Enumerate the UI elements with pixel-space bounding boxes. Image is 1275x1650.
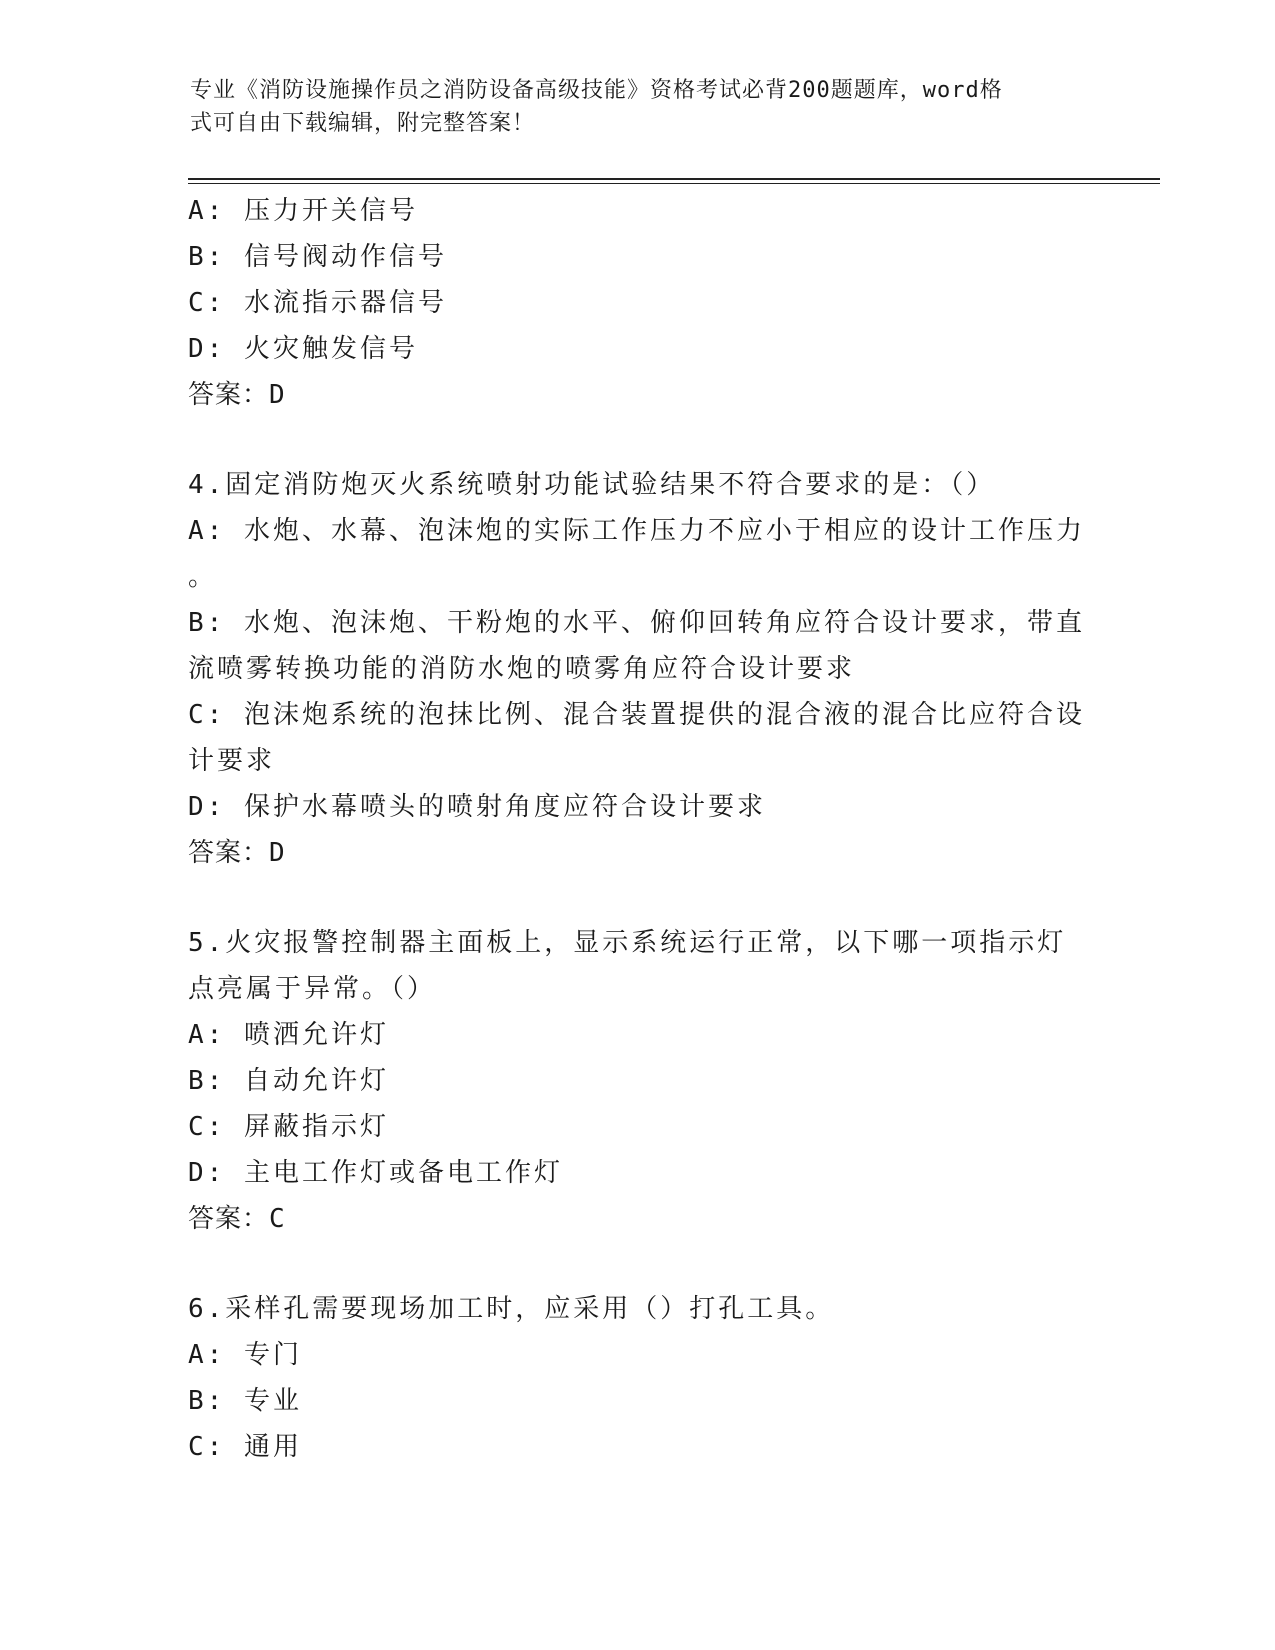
option-a: A: 喷洒允许灯 xyxy=(188,1020,389,1050)
answer-line: 答案：D xyxy=(188,838,286,868)
question-stem: 4.固定消防炮灭火系统喷射功能试验结果不符合要求的是：（） xyxy=(188,470,996,500)
question-list xyxy=(188,188,1088,1470)
question-block-4 xyxy=(188,462,1088,876)
option-a: A: 压力开关信号 xyxy=(188,196,418,226)
question-stem: 5.火灾报警控制器主面板上，显示系统运行正常，以下哪一项指示灯 xyxy=(188,928,1067,958)
question-block-3 xyxy=(188,188,1088,418)
header-line-2: 式可自由下载编辑，附完整答案！ xyxy=(190,111,536,136)
question-block-5 xyxy=(188,920,1088,1242)
option-c: C: 泡沫炮系统的泡抹比例、混合装置提供的混合液的混合比应符合设 xyxy=(188,700,1085,730)
header-rule-thin xyxy=(188,183,1160,184)
header-rule-thick xyxy=(188,178,1160,180)
option-b: B: 信号阀动作信号 xyxy=(188,242,447,272)
option-d: D: 火灾触发信号 xyxy=(188,334,418,364)
option-c-continued: 计要求 xyxy=(188,746,276,776)
option-b: B: 水炮、泡沫炮、干粉炮的水平、俯仰回转角应符合设计要求，带直 xyxy=(188,608,1085,638)
option-c: C: 通用 xyxy=(188,1432,302,1462)
option-d: D: 保护水幕喷头的喷射角度应符合设计要求 xyxy=(188,792,766,822)
option-a-continued: 。 xyxy=(188,562,218,592)
option-a: A: 水炮、水幕、泡沫炮的实际工作压力不应小于相应的设计工作压力 xyxy=(188,516,1085,546)
option-b: B: 专业 xyxy=(188,1386,302,1416)
option-c: C: 屏蔽指示灯 xyxy=(188,1112,389,1142)
option-d: D: 主电工作灯或备电工作灯 xyxy=(188,1158,563,1188)
option-b: B: 自动允许灯 xyxy=(188,1066,389,1096)
question-stem: 6.采样孔需要现场加工时，应采用（）打孔工具。 xyxy=(188,1294,835,1324)
question-stem-continued: 点亮属于异常。（） xyxy=(188,974,437,1004)
header-line-1: 专业《消防设施操作员之消防设备高级技能》资格考试必背200题题库，word格 xyxy=(190,78,1003,103)
answer-line: 答案：D xyxy=(188,380,286,410)
option-c: C: 水流指示器信号 xyxy=(188,288,447,318)
document-header xyxy=(190,74,1090,140)
option-b-continued: 流喷雾转换功能的消防水炮的喷雾角应符合设计要求 xyxy=(188,654,856,684)
question-block-6 xyxy=(188,1286,1088,1470)
answer-line: 答案：C xyxy=(188,1204,286,1234)
option-a: A: 专门 xyxy=(188,1340,302,1370)
